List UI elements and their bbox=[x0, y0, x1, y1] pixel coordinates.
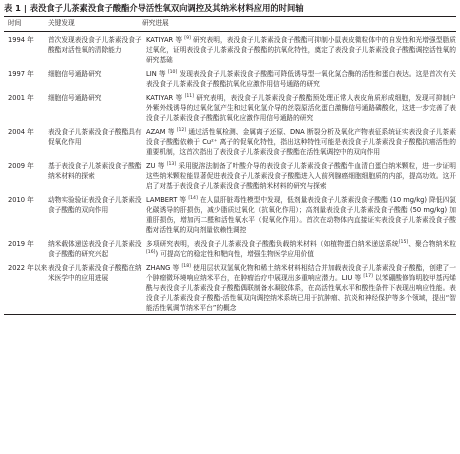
reference-mark: [16] bbox=[146, 249, 156, 255]
progress-text: ZU 等 bbox=[146, 161, 165, 170]
finding-cell: 表没食子儿茶素没食子酸酯在纳米医学中的应用进展 bbox=[48, 263, 142, 282]
header-progress: 研究进展 bbox=[142, 19, 169, 28]
table-row bbox=[4, 192, 456, 236]
progress-text: 采用脱溶法制备了叶酸介导的表没食子儿茶素没食子酸酯牛血清白蛋白纳米颗粒，进一步证明这些纳米颗粒能显著促进表没食子儿茶素没食子酸酯进入人前列腺癌细胞细胞质的内部，提高功效。这开启了对基于表没食子儿茶素没食子酸酯纳米材料的研究与探索 bbox=[146, 161, 456, 190]
progress-text: 研究表明，表没食子儿茶素没食子酸酯预处理正常人表皮角质形成细胞，发现可抑制户外紫外线诱导的过氧化氢产生和过氧化氢介导的丝裂原活化蛋白激酶信号通路磷酸化，这进一步完善了表没食子儿茶素没食子酸酯抗氧化应激作用信号通路的研究 bbox=[146, 93, 456, 122]
year-cell: 2004 年 bbox=[8, 127, 34, 136]
progress-cell bbox=[146, 90, 456, 124]
progress-cell bbox=[146, 158, 456, 192]
progress-cell bbox=[146, 192, 456, 236]
finding-cell: 动物实验验证表没食子儿茶素没食子酸酯的双向作用 bbox=[48, 195, 142, 214]
table-row bbox=[4, 32, 456, 66]
finding-cell: 表没食子儿茶素没食子酸酯具有促氧化作用 bbox=[48, 127, 142, 146]
year-cell: 2001 年 bbox=[8, 93, 34, 102]
table-row bbox=[4, 90, 456, 124]
reference-mark: [17] bbox=[363, 273, 373, 279]
year-cell: 1994 年 bbox=[8, 35, 34, 44]
reference-mark: [14] bbox=[188, 195, 198, 201]
header-row bbox=[4, 17, 456, 31]
progress-text: KATIYAR 等 bbox=[146, 35, 183, 44]
progress-cell bbox=[146, 32, 456, 66]
table-row bbox=[4, 124, 456, 158]
finding-cell: 基于表没食子儿茶素没食子酸酯纳米材料的探索 bbox=[48, 161, 142, 180]
progress-cell bbox=[146, 260, 456, 314]
finding-cell: 细胞信号通路研究 bbox=[48, 93, 102, 102]
timeline-table bbox=[4, 17, 456, 31]
progress-text: 在人鼠肝脏毒性模型中发现，低剂量表没食子儿茶素没食子酸酯 (10 mg/kg) 降低四氯化碳诱导的肝损伤，减少脂质过氧化（抗氧化作用）；高剂量表没食子儿茶素没食子酸酯 (50 mg/kg) 加重肝损伤，增加丙二醛和活性氧水平（促氧化作用）。首次在动物体内直接证实表没食子儿茶素没食子酸酯对活性氧的双向剂量依赖性调控 bbox=[146, 195, 456, 234]
progress-text: 发现表没食子儿茶素没食子酸酯可降低诱导型一氧化氮合酶的活性和蛋白表达。这是首次有关表没食子儿茶素没食子酸酯抗氧化应激作用信号通路的研究 bbox=[146, 69, 456, 88]
bottom-rule bbox=[4, 314, 456, 315]
table-row bbox=[4, 236, 456, 260]
reference-mark: [13] bbox=[166, 161, 177, 167]
year-cell: 2010 年 bbox=[8, 195, 34, 204]
table-row bbox=[4, 260, 456, 314]
header-finding: 关键发现 bbox=[48, 19, 75, 28]
table-container bbox=[4, 3, 456, 315]
year-cell: 2009 年 bbox=[8, 161, 34, 170]
progress-text: 研究表明，表没食子儿茶素没食子酸酯可抑制小鼠表皮微粒体中的自发性和光增强型脂质过氧化，证明表没食子儿茶素没食子酸酯的抗氧化特性，奠定了表没食子儿茶素没食子酸酯调控活性氧的研究基础 bbox=[146, 35, 456, 64]
finding-cell: 纳米载体递送表没食子儿茶素没食子酸酯的研究兴起 bbox=[48, 239, 142, 258]
reference-mark: [18] bbox=[181, 263, 191, 269]
progress-cell bbox=[146, 236, 456, 260]
progress-text: 使用层状双氢氧化物和稀土纳米材料相结合并加载表没食子儿茶素没食子酸酯，创建了一个肿瘤微环境响应纳米平台，在肿瘤治疗中展现出多重响应潜力。LIU 等 bbox=[146, 263, 456, 282]
reference-mark: [10] bbox=[167, 69, 178, 75]
progress-text: 、聚合物纳米粒 bbox=[408, 239, 457, 248]
progress-text: LAMBERT 等 bbox=[146, 195, 187, 204]
table-row bbox=[4, 66, 456, 90]
progress-text: 以苯硼酸修饰明胶甲基丙烯酰与表没食子儿茶素没食子酸酯偶联制备水凝胶体系，在高活性氧水平和酸性条件下表现出响应性能。表没食子儿茶素没食子酸酯-活性氧双向调控纳米系统已用于抗肿瘤、抗炎和神经保护等多个领域，提出“智能活性氧调节纳米平台”的概念 bbox=[146, 273, 456, 312]
reference-mark: [11] bbox=[184, 93, 194, 99]
timeline-body bbox=[4, 32, 456, 314]
progress-text: 通过活性氧检测、金属离子还原、DNA 断裂分析及氧化产物表征系统证实表没食子儿茶素没食子酸酯依赖于 Cu²⁺ 离子的促氧化特性，指出这种特性可能是表没食子儿茶素没食子酸酯抗癌活性的重要机制，这首次指出了表没食子儿茶素没食子酸酯在活性氧调控中的双向作用 bbox=[146, 127, 456, 156]
year-cell: 2019 年 bbox=[8, 239, 34, 248]
reference-mark: [9] bbox=[184, 35, 191, 41]
progress-text: AZAM 等 bbox=[146, 127, 175, 136]
progress-text: ZHANG 等 bbox=[146, 263, 180, 272]
progress-text: ) 可提高它的稳定性和靶向性，增强生物医学应用价值 bbox=[155, 249, 314, 258]
year-cell: 2022 年以来 bbox=[8, 263, 48, 272]
reference-mark: [12] bbox=[176, 127, 187, 133]
reference-mark: [15] bbox=[398, 239, 409, 245]
finding-cell: 细胞信号通路研究 bbox=[48, 69, 102, 78]
table-row bbox=[4, 158, 456, 192]
progress-text: LIN 等 bbox=[146, 69, 166, 78]
finding-cell: 首次发现表没食子儿茶素没食子酸酯对活性氧的清除能力 bbox=[48, 35, 142, 54]
progress-text: KATIYAR 等 bbox=[146, 93, 183, 102]
progress-text: 多项研究表明，表没食子儿茶素没食子酸酯负载纳米材料（如植物蛋白纳米递送系统 bbox=[146, 239, 399, 248]
header-time: 时间 bbox=[8, 19, 22, 28]
progress-cell bbox=[146, 124, 456, 158]
year-cell: 1997 年 bbox=[8, 69, 34, 78]
progress-cell bbox=[146, 66, 456, 90]
table-caption: 表 1 | 表没食子儿茶素没食子酸酯介导活性氧双向调控及其纳米材料应用的时间轴 bbox=[4, 3, 304, 13]
